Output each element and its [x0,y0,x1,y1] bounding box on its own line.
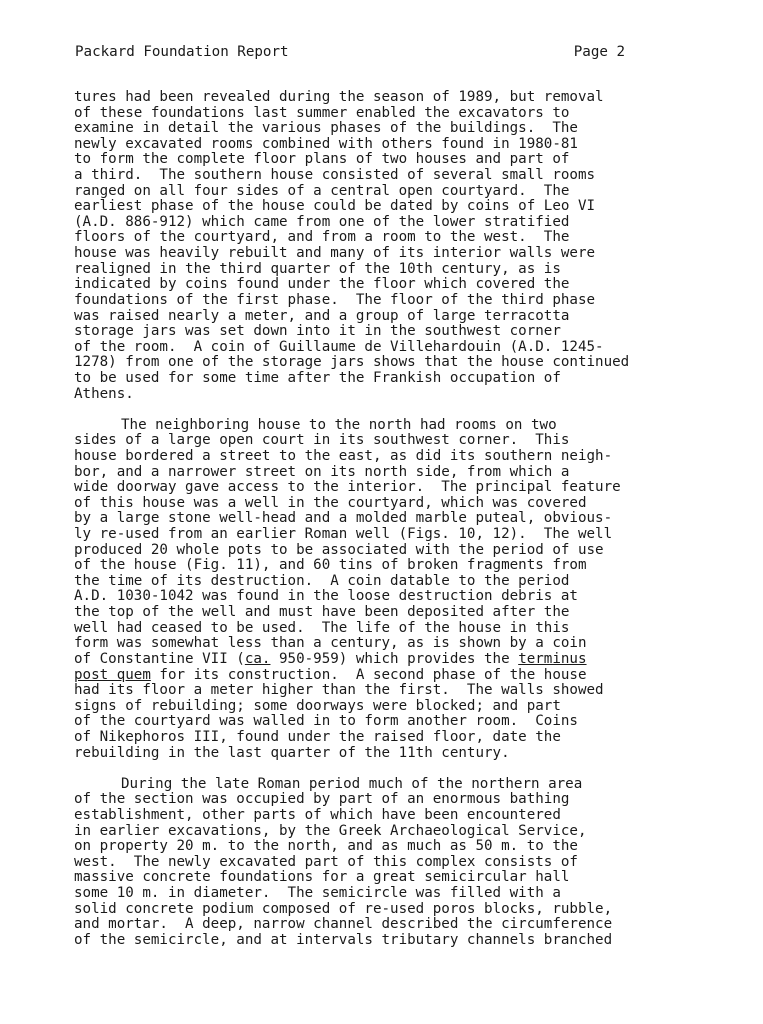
text-line: (A.D. 886-912) which came from one of the lower stratified [74,213,570,230]
underlined-term: terminus [518,650,587,667]
text-line: of the room. A coin of Guillaume de Villehardouin (A.D. 1245- [74,338,604,355]
text-line: rebuilding in the last quarter of the 11th century. [74,744,510,761]
text-line: storage jars was set down into it in the southwest corner [74,323,561,340]
text-line: massive concrete foundations for a great semicircular hall [74,869,570,886]
text-line: house bordered a street to the east, as did its southern neigh- [74,448,613,464]
text-line: of Nikephoros III, found under the raised floor, date the [74,728,561,745]
text-line: was raised nearly a meter, and a group of large terracotta [74,307,570,324]
text-line: house was heavily rebuilt and many of its interior walls were [74,245,596,262]
text-line: form was somewhat less than a century, as is shown by a coin [74,635,587,652]
text-line: to be used for some time after the Frankish occupation of [74,369,561,386]
text-line: a third. The southern house consisted of several small rooms [74,167,596,184]
underlined-term: post quem [74,666,151,683]
text-line: some 10 m. in diameter. The semicircle was filled with a [74,885,561,902]
text-line: the top of the well and must have been deposited after the [74,604,570,621]
text-line: west. The newly excavated part of this complex consists of [74,853,578,870]
text-line: in earlier excavations, by the Greek Archaeological Service, [74,822,587,839]
report-title: Packard Foundation Report [75,44,289,60]
text-line: indicated by coins found under the floor which covered the [74,276,570,293]
text-line: A.D. 1030-1042 was found in the loose destruction debris at [74,588,578,605]
text-line: of the house (Fig. 11), and 60 tins of broken fragments from [74,557,587,574]
page-number: Page 2 [573,44,625,60]
text-line: and mortar. A deep, narrow channel described the circumference [74,916,613,933]
text-line: of these foundations last summer enabled the excavators to [74,104,570,121]
text-line: had its floor a meter higher than the first. The walls showed [74,682,604,699]
text-line: of this house was a well in the courtyard, which was covered [74,494,587,511]
text-line: ly re-used from an earlier Roman well (Figs. 10, 12). The well [74,526,613,543]
text-line: of Constantine VII (ca. 950-959) which provides the terminus [74,650,587,667]
text-line: produced 20 whole pots to be associated with the period of use [74,541,604,558]
text-line: signs of rebuilding; some doorways were blocked; and part [74,697,561,714]
text-line: by a large stone well-head and a molded marble puteal, obvious- [74,510,613,527]
text-line: earliest phase of the house could be dated by coins of Leo VI [74,198,596,215]
text-line: solid concrete podium composed of re-used poros blocks, rubble, [74,900,613,917]
text-line: tures had been revealed during the season of 1989, but removal [74,89,604,105]
text-line: realigned in the third quarter of the 10th century, as is [74,260,561,277]
text-line: bor, and a narrower street on its north side, from which a [74,463,570,480]
text-line: foundations of the first phase. The floor of the third phase [74,291,596,308]
underlined-term: ca. [244,650,271,667]
text-line: post quem for its construction. A second phase of the house [74,666,587,683]
paragraph-gap [74,402,714,418]
text-line: the time of its destruction. A coin datable to the period [74,572,570,589]
text-line: on property 20 m. to the north, and as much as 50 m. to the [74,838,578,855]
text-line: of the section was occupied by part of an enormous bathing [74,791,570,808]
paragraph-gap [74,761,714,777]
text-line: of the courtyard was walled in to form another room. Coins [74,713,578,730]
text-line: The neighboring house to the north had rooms on two [121,416,557,433]
text-line: examine in detail the various phases of the buildings. The [74,120,578,137]
text-line: 1278) from one of the storage jars shows that the house continued [74,354,630,371]
text-line: During the late Roman period much of the northern area [121,775,583,792]
text-line: wide doorway gave access to the interior. The principal feature [74,479,621,496]
text-line: newly excavated rooms combined with others found in 1980-81 [74,135,578,152]
text-line: floors of the courtyard, and from a room to the west. The [74,229,570,246]
text-line: sides of a large open court in its southwest corner. This [74,432,570,449]
report-body [74,90,714,948]
text-line: of the semicircle, and at intervals tributary channels branched [74,931,613,948]
page-header [75,42,625,62]
text-line: ranged on all four sides of a central open courtyard. The [74,182,570,199]
text-line: Athens. [74,385,134,402]
text-line: well had ceased to be used. The life of the house in this [74,619,570,636]
text-line: establishment, other parts of which have been encountered [74,807,561,823]
text-line: to form the complete floor plans of two houses and part of [74,151,570,168]
